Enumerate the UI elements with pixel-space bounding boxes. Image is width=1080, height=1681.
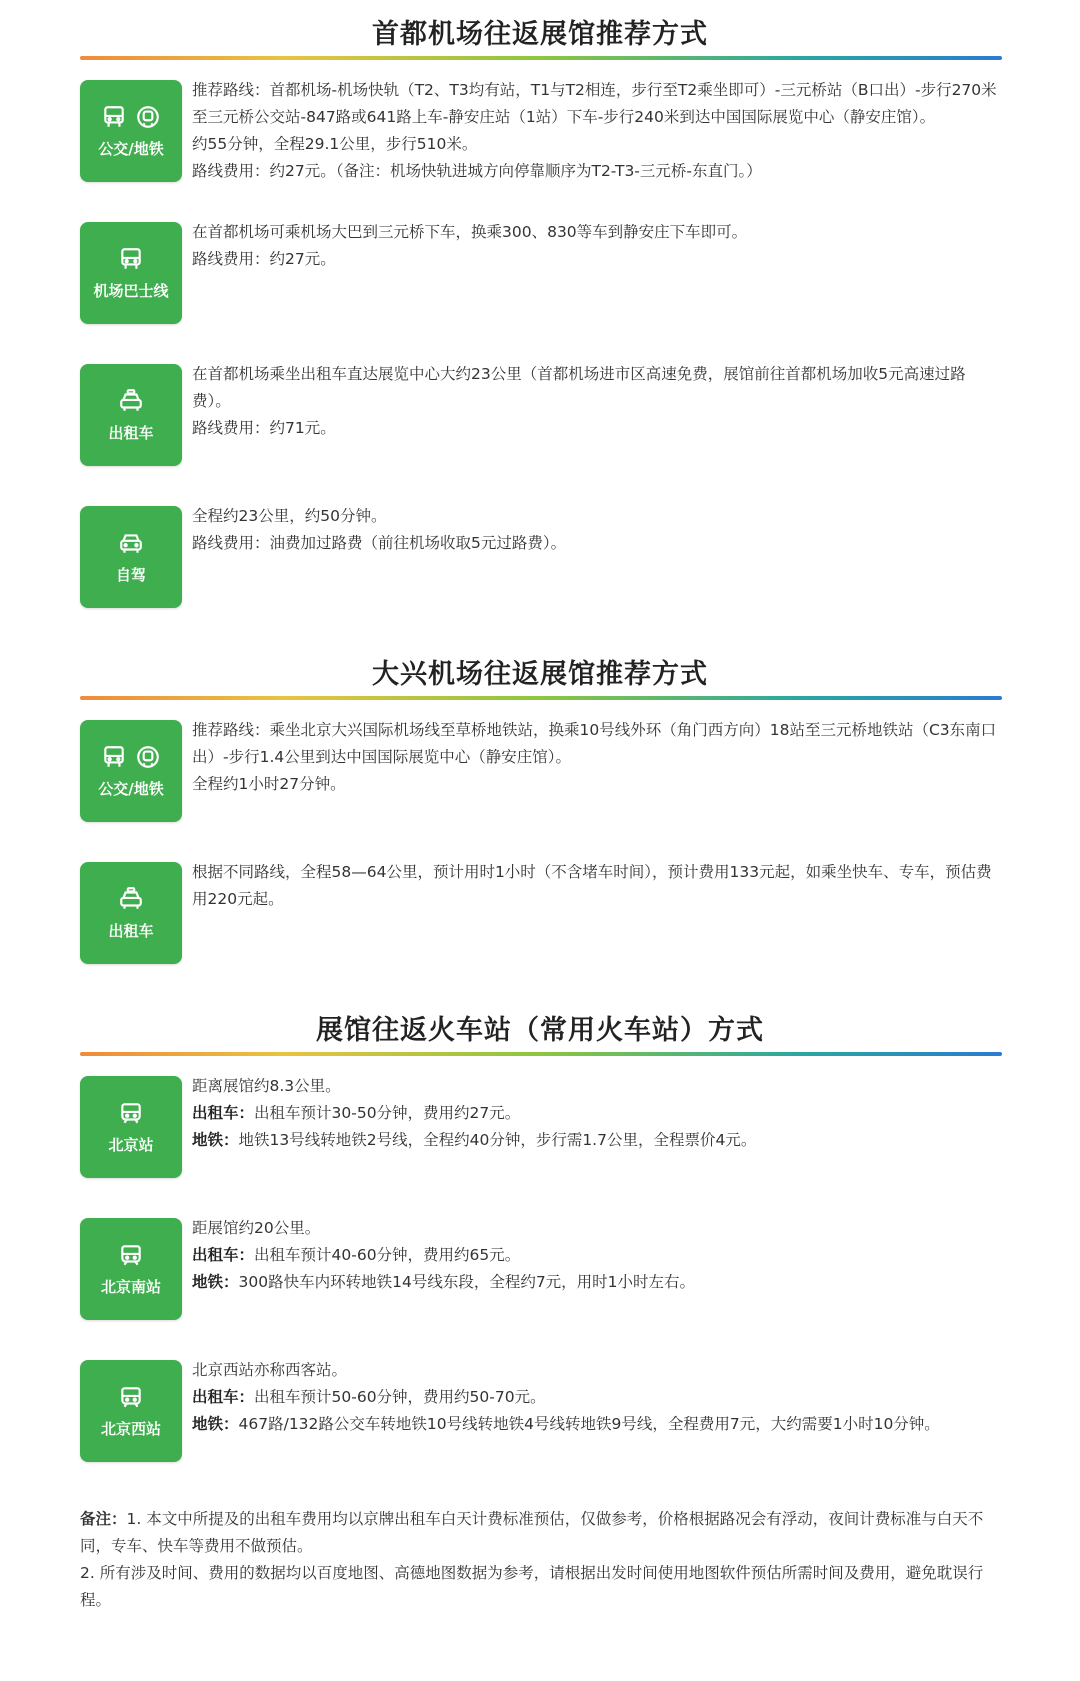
route-text (192, 1100, 1004, 1127)
notes-key: 备注： (80, 1510, 127, 1528)
taxi-key: 出租车： (192, 1246, 255, 1264)
card-label: 北京西站 (100, 1419, 161, 1438)
card-self-drive (80, 506, 182, 608)
route-description (192, 77, 1004, 185)
route-text (192, 1269, 1004, 1296)
route-text: 距离展馆约8.3公里。 (192, 1077, 341, 1095)
card-label: 公交/地铁 (98, 139, 164, 158)
route-text: 根据不同路线，全程58—64公里，预计用时1小时（不含堵车时间），预计费用133元起，如乘坐快车、专车，预估费用220元起。 (192, 863, 992, 908)
route-text (192, 1242, 1004, 1269)
route-text: 全程约1小时27分钟。 (192, 775, 346, 793)
taxi-icon (118, 886, 144, 912)
subway-value: 地铁13号线转地铁2号线，全程约40分钟，步行需1.7公里，全程票价4元。 (238, 1131, 757, 1149)
section-title-daxing-airport: 大兴机场往返展馆推荐方式 (372, 659, 708, 690)
card-label: 自驾 (115, 565, 146, 584)
card-beijing-west (80, 1360, 182, 1462)
section-title-train-stations: 展馆往返火车站（常用火车站）方式 (316, 1015, 764, 1046)
card-beijing-station (80, 1076, 182, 1178)
section-divider (80, 696, 1002, 700)
route-text: 距展馆约20公里。 (192, 1219, 321, 1237)
route-description (192, 1357, 1004, 1438)
route-text (192, 1127, 1004, 1154)
route-text: 在首都机场乘坐出租车直达展览中心大约23公里（首都机场进市区高速免费，展馆前往首都机场加收5元高速过路费）。 (192, 365, 966, 410)
route-text: 在首都机场可乘机场大巴到三元桥下车，换乘300、830等车到静安庄下车即可。 (192, 223, 748, 241)
route-text (192, 1384, 1004, 1411)
metro-icon (135, 744, 161, 770)
route-text: 路线费用：油费加过路费（前往机场收取5元过路费）。 (192, 534, 567, 552)
route-description (192, 717, 1004, 798)
metro-icon (135, 104, 161, 130)
train-icon (118, 1100, 144, 1126)
taxi-icon (118, 388, 144, 414)
card-airport-bus (80, 222, 182, 324)
card-label: 北京站 (108, 1135, 154, 1154)
route-description (192, 503, 1004, 557)
bus-icon (101, 744, 127, 770)
route-description (192, 1215, 1004, 1296)
route-text: 约55分钟，全程29.1公里，步行510米。 (192, 135, 478, 153)
card-beijing-south (80, 1218, 182, 1320)
card-bus-metro (80, 80, 182, 182)
note-line-1 (80, 1506, 1002, 1560)
subway-key: 地铁： (192, 1415, 239, 1433)
train-icon (118, 1384, 144, 1410)
route-description (192, 361, 1004, 442)
card-label: 机场巴士线 (93, 281, 169, 300)
taxi-key: 出租车： (192, 1104, 255, 1122)
route-text: 推荐路线：乘坐北京大兴国际机场线至草桥地铁站，换乘10号线外环（角门西方向）18站至三元桥地铁站（C3东南口出）-步行1.4公里到达中国国际展览中心（静安庄馆）。 (192, 721, 997, 766)
subway-key: 地铁： (192, 1131, 239, 1149)
bus-icon (101, 104, 127, 130)
bus-icon (118, 246, 144, 272)
subway-key: 地铁： (192, 1273, 239, 1291)
taxi-key: 出租车： (192, 1388, 255, 1406)
card-label: 出租车 (108, 423, 154, 442)
route-text (192, 1411, 1004, 1438)
section-title-capital-airport: 首都机场往返展馆推荐方式 (372, 19, 708, 50)
taxi-value: 出租车预计40-60分钟，费用约65元。 (254, 1246, 521, 1264)
route-text: 路线费用：约71元。 (192, 419, 336, 437)
taxi-value: 出租车预计50-60分钟，费用约50-70元。 (254, 1388, 546, 1406)
card-label: 出租车 (108, 921, 154, 940)
card-taxi (80, 364, 182, 466)
section-divider (80, 56, 1002, 60)
route-description (192, 1073, 1004, 1154)
section-divider (80, 1052, 1002, 1056)
route-text: 路线费用：约27元。（备注：机场快轨进城方向停靠顺序为T2-T3-三元桥-东直门。） (192, 162, 762, 180)
route-text: 路线费用：约27元。 (192, 250, 336, 268)
route-text: 全程约23公里，约50分钟。 (192, 507, 387, 525)
card-label: 公交/地铁 (98, 779, 164, 798)
card-label: 北京南站 (100, 1277, 161, 1296)
car-icon (118, 530, 144, 556)
footnotes (80, 1506, 1002, 1614)
route-text: 北京西站亦称西客站。 (192, 1361, 348, 1379)
subway-value: 300路快车内环转地铁14号线东段，全程约7元，用时1小时左右。 (238, 1273, 696, 1291)
taxi-value: 出租车预计30-50分钟，费用约27元。 (254, 1104, 521, 1122)
note-text: 1. 本文中所提及的出租车费用均以京牌出租车白天计费标准预估，仅做参考，价格根据路况会有浮动，夜间计费标准与白天不同，专车、快车等费用不做预估。 (80, 1510, 984, 1555)
note-line-2: 2. 所有涉及时间、费用的数据均以百度地图、高德地图数据为参考，请根据出发时间使用地图软件预估所需时间及费用，避免耽误行程。 (80, 1564, 984, 1609)
route-text: 推荐路线：首都机场-机场快轨（T2、T3均有站，T1与T2相连，步行至T2乘坐即可）-三元桥站（B口出）-步行270米至三元桥公交站-847路或641路上车-静安庄站（1站）下车-步行240米到达中国国际展览中心（静安庄馆）。 (192, 81, 997, 126)
card-bus-metro (80, 720, 182, 822)
route-description (192, 219, 1004, 273)
subway-value: 467路/132路公交车转地铁10号线转地铁4号线转地铁9号线，全程费用7元，大约需要1小时10分钟。 (238, 1415, 940, 1433)
card-taxi (80, 862, 182, 964)
route-description (192, 859, 1004, 913)
train-icon (118, 1242, 144, 1268)
